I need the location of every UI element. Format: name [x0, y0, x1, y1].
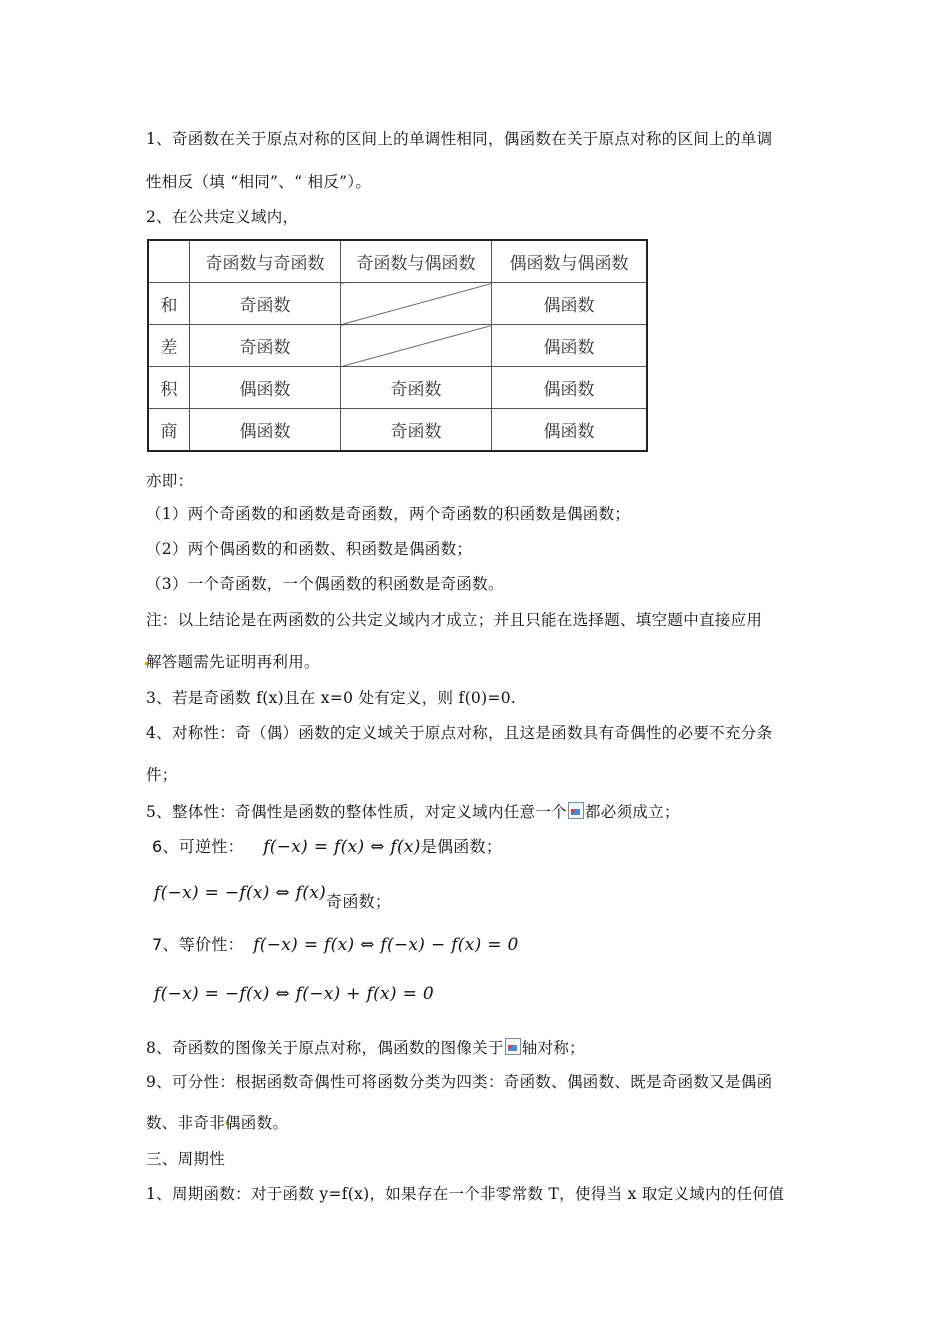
text-line-5-pre: 5、整体性：奇偶性是函数的整体性质，对定义域内任意一个 — [146, 803, 567, 821]
row-label: 和 — [148, 283, 190, 325]
text-yiji: 亦即： — [146, 472, 194, 490]
text-line-8 — [146, 1036, 585, 1058]
text-point-2: （2）两个偶函数的和函数、积函数是偶函数； — [146, 540, 473, 558]
equivalence-label: 7、等价性： — [152, 935, 244, 954]
text-line-2: 2、在公共定义域内， — [146, 208, 299, 226]
row-label: 商 — [148, 409, 190, 452]
table-cell: 偶函数 — [492, 325, 648, 367]
diagonal-empty-cell — [341, 325, 492, 367]
table-row — [148, 325, 647, 367]
table-row — [148, 283, 647, 325]
table-header-cell: 奇函数与偶函数 — [341, 240, 492, 283]
formula-line-6 — [152, 834, 502, 857]
table-cell: 偶函数 — [190, 409, 341, 452]
table-header-cell: 偶函数与偶函数 — [492, 240, 648, 283]
table-cell: 奇函数 — [341, 367, 492, 409]
formula-line-6b — [154, 880, 392, 911]
text-line-9a: 9、可分性：根据函数奇偶性可将函数分类为四类：奇函数、偶函数、既是奇函数又是偶函 — [146, 1073, 773, 1091]
reversibility-label: 6、可逆性： — [152, 837, 244, 856]
text-line-3: 3、若是奇函数 f(x)且在 x=0 处有定义，则 f(0)=0. — [146, 689, 517, 707]
text-line-5 — [146, 800, 680, 822]
table-cell: 偶函数 — [492, 367, 648, 409]
table-row — [148, 367, 647, 409]
text-line-8-pre: 8、奇函数的图像关于原点对称，偶函数的图像关于 — [146, 1039, 504, 1057]
table-header-row — [148, 240, 647, 283]
text-point-1: （1）两个奇函数的和函数是奇函数，两个奇函数的积函数是偶函数； — [146, 505, 631, 523]
text-line-4a: 4、对称性：奇（偶）函数的定义域关于原点对称，且这是函数具有奇偶性的必要不充分条 — [146, 724, 773, 742]
text-line-1b: 性相反（填 “相同”、“ 相反”）。 — [146, 173, 372, 191]
formula-line-7 — [152, 932, 519, 955]
text-line-4b: 件； — [146, 766, 178, 784]
text-line-8-post: 轴对称； — [521, 1039, 585, 1057]
table-cell: 偶函数 — [492, 283, 648, 325]
equivalence-formula-even: f(−x) = f(x) ⇔ f(−x) − f(x) = 0 — [253, 935, 519, 955]
text-note-a: 注：以上结论是在两函数的公共定义域内才成立；并且只能在选择题、填空题中直接应用 — [146, 611, 763, 629]
section-heading-periodicity: 三、周期性 — [146, 1150, 226, 1168]
table-cell: 偶函数 — [190, 367, 341, 409]
equivalence-formula-odd: f(−x) = −f(x) ⇔ f(−x) + f(x) = 0 — [154, 984, 434, 1004]
table-cell: 偶函数 — [492, 409, 648, 452]
formula-line-7b — [154, 984, 434, 1004]
table-cell: 奇函数 — [190, 283, 341, 325]
broken-image-icon — [568, 802, 584, 819]
table-header-cell — [148, 240, 190, 283]
table-cell: 奇函数 — [341, 409, 492, 452]
row-label: 积 — [148, 367, 190, 409]
text-section3-line1: 1、周期函数：对于函数 y=f(x)，如果存在一个非零常数 T，使得当 x 取定义域内的任何值 — [146, 1185, 785, 1203]
even-function-tail: 是偶函数； — [420, 837, 503, 856]
parity-table — [147, 239, 648, 452]
table-header-cell: 奇函数与奇函数 — [190, 240, 341, 283]
odd-function-tail: 奇函数； — [326, 892, 392, 911]
text-point-3: （3）一个奇函数，一个偶函数的积函数是奇函数。 — [146, 575, 504, 593]
diagonal-empty-cell — [341, 283, 492, 325]
text-line-5-post: 都必须成立； — [584, 803, 680, 821]
table-cell: 奇函数 — [190, 325, 341, 367]
text-line-9b: 数、非奇非偶函数。 — [146, 1114, 289, 1132]
odd-function-formula: f(−x) = −f(x) ⇔ f(x) — [154, 883, 327, 903]
table-row — [148, 409, 647, 452]
text-note-b: 解答题需先证明再利用。 — [146, 653, 320, 671]
broken-image-icon — [505, 1038, 521, 1055]
text-line-1a: 1、奇函数在关于原点对称的区间上的单调性相同，偶函数在关于原点对称的区间上的单调 — [146, 130, 773, 148]
row-label: 差 — [148, 325, 190, 367]
even-function-formula: f(−x) = f(x) ⇔ f(x) — [263, 837, 421, 857]
